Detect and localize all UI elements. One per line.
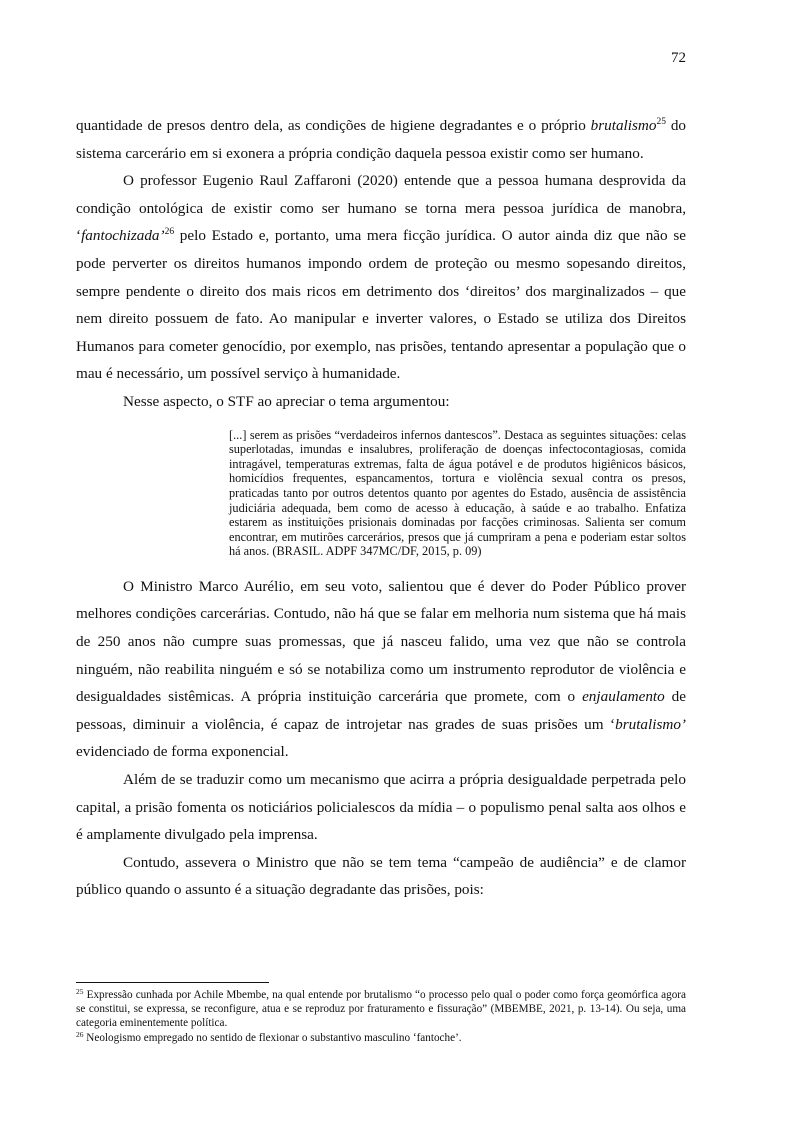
paragraph-2-emphasis: fantochizada’: [81, 227, 165, 245]
paragraph-2-text-a: O professor Eugenio Raul Zaffaroni (2020) entende que a pessoa humana desprovida da condição ontológica de existir como ser humano se torna mera pessoa jurídica de manobra, ‘: [76, 172, 686, 245]
paragraph-1-text-a: quantidade de presos dentro dela, as condições de higiene degradantes e o próprio: [76, 117, 591, 134]
footnote-ref-25: 25: [656, 117, 666, 127]
block-quote: [...] serem as prisões “verdadeiros infernos dantescos”. Destaca as seguintes situações: celas superlotadas, imundas e insalubres, proliferação de doenças infectocontagiosas, comida intragável, temperaturas extremas, falta de água potável e de produtos higiênicos básicos, homicídios frequentes, espancamentos, tortura e violência sexual contra os presos, praticadas tanto por outros detentos quanto por agentes do Estado, ausência de assistência judiciária adequada, bem como de acesso à educação, à saúde e ao trabalho. Enfatiza estarem as instituições prisionais dominadas por facções criminosas. Salienta ser comum encontrar, em mutirões carcerários, presos que já cumpriram a pena e poderiam estar soltos há anos. (BRASIL. ADPF 347MC/DF, 2015, p. 09): [229, 427, 686, 559]
footnotes: [76, 988, 686, 1045]
footnote-26-text: Neologismo empregado no sentido de flexionar o substantivo masculino ‘fantoche’.: [83, 1031, 462, 1044]
body-text: [76, 112, 686, 904]
footnote-ref-26: 26: [164, 227, 175, 238]
page-number: 72: [671, 50, 686, 66]
paragraph-4-text-a: O Ministro Marco Aurélio, em seu voto, salientou que é dever do Poder Público prover melhores condições carcerárias. Contudo, não há que se falar em melhoria num sistema que há mais de 250 anos não cumpre suas promessas, que já nasceu falido, uma vez que não se controla ninguém, não reabilita ninguém e só se notabiliza como um instrumento reprodutor de violência e desigualdades sistêmicas. A própria instituição carcerária que promete, com o: [76, 577, 686, 706]
paragraph-2: [76, 167, 686, 388]
paragraph-4-emphasis-2: brutalismo’: [615, 715, 686, 733]
paragraph-1-emphasis: brutalismo: [590, 117, 657, 134]
paragraph-4-text-b: de pessoas, diminuir a violência, é capaz de introjetar nas grades de suas prisões um ‘: [76, 688, 686, 733]
paragraph-2-text-b: pelo Estado e, portanto, uma mera ficção jurídica. O autor ainda diz que não se pode perverter os direitos humanos impondo ordem de proteção ou mesmo sopesando direitos, sempre pendente o direito dos mais ricos em detrimento dos ‘direitos’ dos marginalizados – que nem direito possuem de fato. Ao manipular e inverter valores, o Estado se utiliza dos Direitos Humanos para cometer genocídio, por exemplo, nas prisões, tentando apresentar a população que o mau é necessário, um possível serviço à humanidade.: [76, 227, 686, 383]
footnote-25-number: 25: [76, 987, 84, 996]
footnote-26: [76, 1031, 686, 1045]
paragraph-1-text-b: do sistema carcerário em si exonera a própria condição daquela pessoa existir como ser humano.: [76, 117, 687, 162]
paragraph-4: [76, 573, 686, 766]
footnote-25-text: Expressão cunhada por Achile Mbembe, na qual entende por brutalismo “o processo pelo qual o poder como força geomórfica agora se constitui, se expressa, se reconfigure, atua e se reproduz por fraturamento e fissuração” (MBEMBE, 2021, p. 13-14). Ou seja, uma categoria eminentemente política.: [76, 989, 686, 1030]
paragraph-5: Além de se traduzir como um mecanismo que acirra a própria desigualdade perpetrada pelo capital, a prisão fomenta os noticiários policialescos da mídia – o populismo penal salta aos olhos e é amplamente divulgado pela imprensa.: [76, 771, 686, 844]
paragraph-4-emphasis-1: enjaulamento: [582, 688, 665, 706]
footnote-25: [76, 988, 686, 1031]
paragraph-3: Nesse aspecto, o STF ao apreciar o tema argumentou:: [123, 392, 450, 410]
footnote-26-number: 26: [76, 1029, 84, 1039]
paragraph-6: Contudo, assevera o Ministro que não se tem tema “campeão de audiência” e de clamor público quando o assunto é a situação degradante das prisões, pois:: [76, 853, 686, 899]
footnote-divider: [76, 982, 269, 983]
paragraph-1: [76, 112, 686, 167]
paragraph-4-text-c: evidenciado de forma exponencial.: [76, 743, 289, 761]
